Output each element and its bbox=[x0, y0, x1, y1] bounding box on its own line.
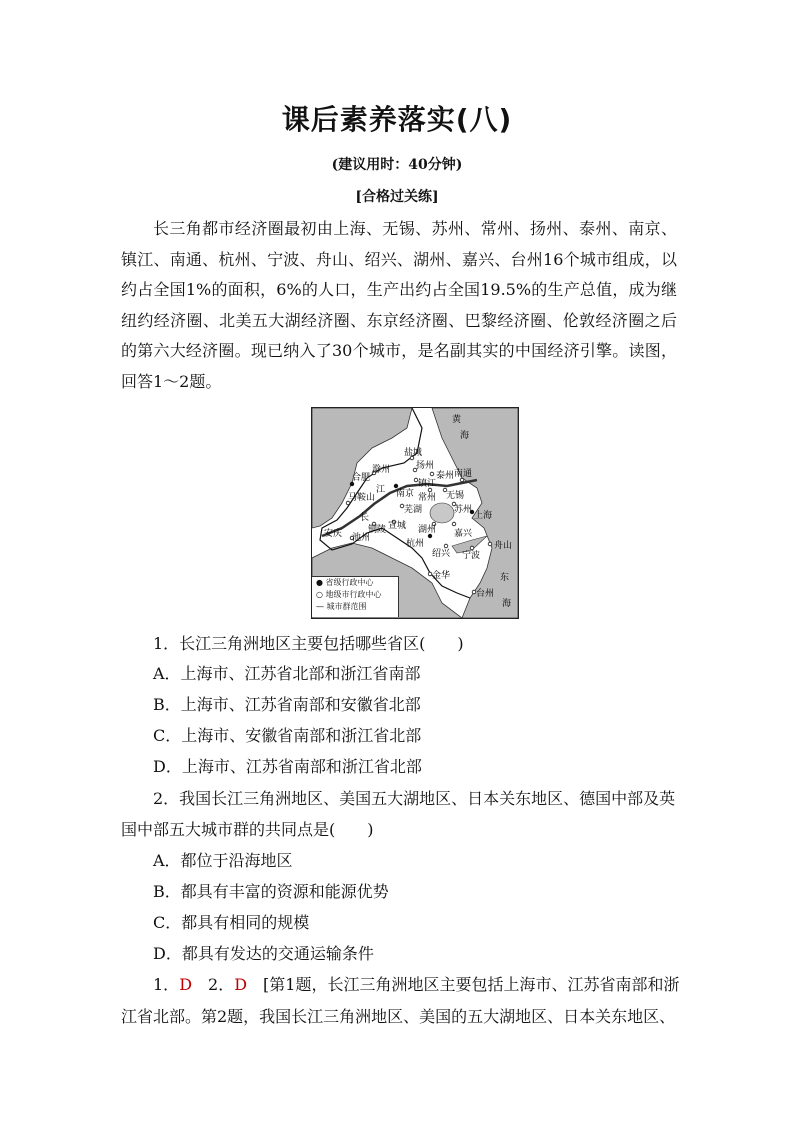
city-label: 湖州 bbox=[418, 525, 437, 535]
city-label: 苏州 bbox=[454, 505, 473, 515]
yangtze-delta-map bbox=[311, 407, 519, 619]
city-label: 镇江 bbox=[418, 479, 437, 489]
prefecture-center-icon: ○ bbox=[316, 590, 323, 599]
city-label: 南京 bbox=[396, 489, 415, 499]
city-label: 铜陵 bbox=[368, 525, 387, 535]
answer-line-2: 江省北部。第2题，我国长江三角洲地区、美国的五大湖地区、日本关东地区、 bbox=[121, 1007, 676, 1026]
sea-label-yellow-2: 海 bbox=[460, 431, 470, 441]
city-label: 滁州 bbox=[372, 465, 391, 475]
city-label: 台州 bbox=[476, 589, 495, 599]
legend-item: 城市群范围 bbox=[326, 602, 367, 611]
city-label: 池州 bbox=[352, 533, 371, 543]
city-label: 上海 bbox=[474, 511, 493, 521]
question-1-option-d: D．上海市、江苏省南部和浙江省北部 bbox=[153, 757, 422, 776]
question-2-stem-line-1: 2．我国长江三角洲地区、美国五大湖地区、日本关东地区、德国中部及英 bbox=[153, 789, 676, 808]
legend-item: 省级行政中心 bbox=[325, 578, 374, 587]
city-label: 宁波 bbox=[462, 551, 481, 561]
sea-label-east-1: 东 bbox=[500, 573, 510, 583]
city-label: 盐城 bbox=[404, 448, 423, 458]
answer-line-1 bbox=[121, 972, 679, 995]
city-label: 南通 bbox=[454, 469, 473, 479]
boundary-line-icon: — bbox=[316, 602, 324, 611]
city-label: 扬州 bbox=[416, 461, 435, 471]
question-2-option-b: B．都具有丰富的资源和能源优势 bbox=[153, 882, 389, 901]
question-2-option-d: D．都具有发达的交通运输条件 bbox=[153, 944, 374, 963]
sea-label-yellow-1: 黄 bbox=[452, 415, 462, 425]
city-label: 绍兴 bbox=[432, 549, 451, 559]
legend-item: 地级市行政中心 bbox=[325, 590, 382, 599]
city-label: 无锡 bbox=[446, 491, 465, 501]
city-label: 长 bbox=[360, 513, 370, 523]
sea-label-east-2: 海 bbox=[502, 599, 512, 609]
question-2-option-c: C．都具有相同的规模 bbox=[153, 913, 310, 932]
question-1-option-c: C．上海市、安徽省南部和浙江省北部 bbox=[153, 726, 422, 745]
answer-explanation: [第1题，长江三角洲地区主要包括上海市、江苏省南部和浙 bbox=[247, 975, 680, 994]
city-label: 马鞍山 bbox=[348, 493, 376, 503]
city-label: 安庆 bbox=[324, 529, 343, 539]
map-legend bbox=[312, 576, 399, 617]
answer-1-number: 1． bbox=[153, 975, 180, 994]
time-note: (建议用时：40分钟) bbox=[331, 157, 463, 173]
city-label: 金华 bbox=[432, 571, 451, 581]
answer-2-number: 2． bbox=[192, 975, 235, 994]
question-1-option-a: A．上海市、江苏省北部和浙江省南部 bbox=[153, 664, 421, 683]
answer-1-value: D bbox=[179, 975, 193, 994]
city-label: 舟山 bbox=[494, 541, 513, 551]
city-label: 常州 bbox=[418, 493, 437, 503]
question-1-option-b: B．上海市、江苏省南部和安徽省北部 bbox=[153, 695, 421, 714]
question-2-stem-line-2: 国中部五大城市群的共同点是( ) bbox=[121, 820, 374, 839]
section-heading: [合格过关练] bbox=[355, 189, 439, 205]
page-title: 课后素养落实(八) bbox=[281, 103, 513, 136]
question-1-stem: 1．长江三角洲地区主要包括哪些省区( ) bbox=[153, 634, 464, 653]
city-label: 泰州 bbox=[436, 471, 455, 481]
province-center-icon: ● bbox=[316, 578, 323, 587]
city-label: 江 bbox=[376, 485, 386, 495]
city-label: 宣城 bbox=[388, 521, 407, 531]
city-label: 嘉兴 bbox=[454, 529, 473, 539]
intro-paragraph: 长三角都市经济圈最初由上海、无锡、苏州、常州、扬州、泰州、南京、镇江、南通、杭州、宁波、舟山、绍兴、湖州、嘉兴、台州16个城市组成，以约占全国1%的面积，6%的人口，生产出约占全国19.5%的生产总值，成为继纽约经济圈、北美五大湖经济圈、东京经济圈、巴黎经济圈、伦敦经济圈之后的第六大经济圈。现已纳入了30个城市，是名副其实的中国经济引擎。读图，回答1～2题。 bbox=[121, 219, 677, 391]
city-label: 合肥 bbox=[352, 473, 371, 483]
answer-2-value: D bbox=[234, 975, 248, 994]
city-label: 芜湖 bbox=[404, 505, 423, 515]
question-2-option-a: A．都位于沿海地区 bbox=[153, 851, 293, 870]
city-label: 杭州 bbox=[406, 539, 425, 549]
